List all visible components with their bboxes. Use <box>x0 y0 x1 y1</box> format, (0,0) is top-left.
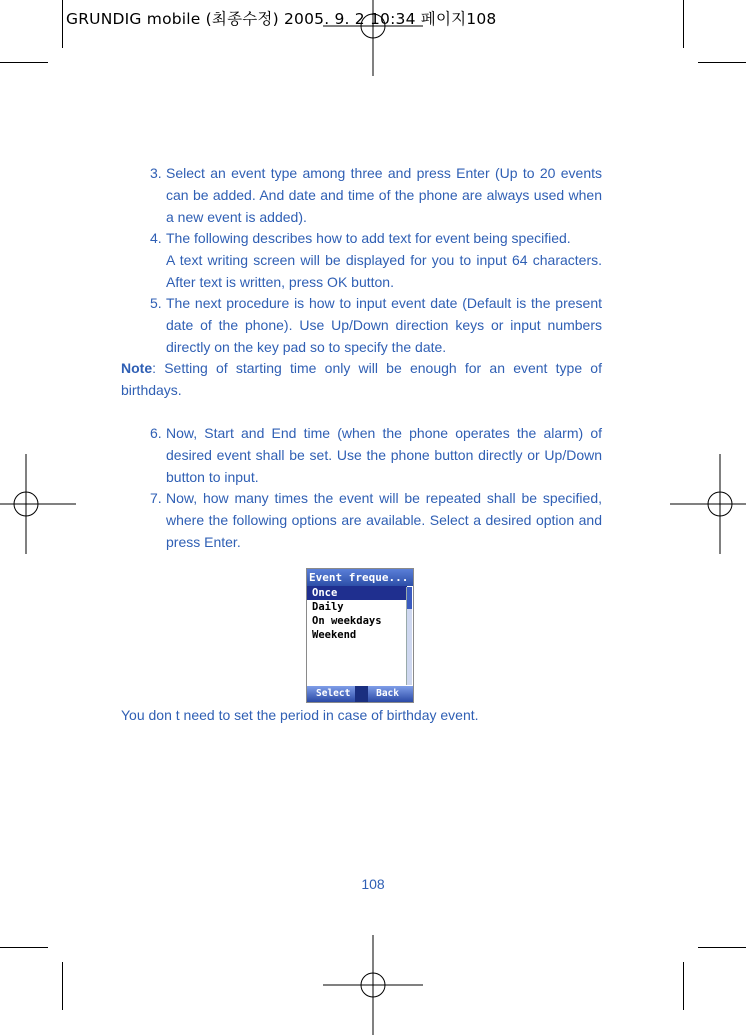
registration-mark-left <box>0 454 76 554</box>
phone-option-list <box>307 586 407 642</box>
step-text: The next procedure is how to input event date (Default is the present date of the phone). Use Up/Down direction keys or input numbers directly on the key pad so to specify the date. <box>166 295 602 355</box>
crop-mark <box>698 62 746 63</box>
phone-option-weekdays: On weekdays <box>312 615 382 627</box>
step-text: Now, how many times the event will be repeated shall be specified, where the following options are available. Select a desired option and press Enter. <box>166 490 602 550</box>
crop-mark <box>0 62 48 63</box>
step-number: 7. <box>150 490 162 506</box>
crop-mark <box>683 962 684 1010</box>
step-number: 5. <box>150 295 162 311</box>
phone-softkey-back: Back <box>376 688 399 699</box>
phone-scrollbar <box>406 587 412 685</box>
note-label: Note <box>121 360 153 376</box>
phone-softkey-bar <box>307 686 413 702</box>
phone-option-weekend: Weekend <box>312 629 357 641</box>
phone-softkey-select: Select <box>316 688 351 699</box>
phone-scrollbar-thumb <box>407 587 412 609</box>
closing-remark: You don t need to set the period in case of birthday event. <box>121 707 479 723</box>
registration-mark-bottom <box>323 935 423 1035</box>
step-text: Select an event type among three and press Enter (Up to 20 events can be added. And date and time of the phone are always used when a new event is added). <box>166 165 602 225</box>
phone-option-once: Once <box>307 586 407 600</box>
step-item <box>150 488 602 553</box>
step-item <box>150 228 602 250</box>
phone-softkey-center <box>355 686 368 702</box>
step-number: 4. <box>150 230 162 246</box>
phone-screen-title: Event freque... <box>307 569 413 586</box>
crop-mark <box>62 962 63 1010</box>
note-paragraph <box>121 358 602 402</box>
registration-mark-right <box>670 454 746 554</box>
step-item <box>150 293 602 358</box>
step-item <box>150 250 602 294</box>
step-text: Now, Start and End time (when the phone operates the alarm) of desired event shall be set. Use the phone button directly or Up/Down button to input. <box>166 425 602 485</box>
crop-mark <box>683 0 684 48</box>
print-slug-header: GRUNDIG mobile (최종수정) 2005. 9. 2 10:34 페이지108 <box>66 10 497 28</box>
crop-mark <box>0 947 48 948</box>
step-number: 3. <box>150 165 162 181</box>
step-number: 6. <box>150 425 162 441</box>
phone-option-daily: Daily <box>312 601 344 613</box>
phone-screen-illustration <box>306 568 414 703</box>
page-number: 108 <box>361 876 385 892</box>
crop-mark <box>698 947 746 948</box>
crop-mark <box>62 0 63 48</box>
step-text: A text writing screen will be displayed for you to input 64 characters. After text is written, press OK button. <box>166 252 602 290</box>
note-text: : Setting of starting time only will be enough for an event type of birthdays. <box>121 360 602 398</box>
step-item <box>150 423 602 488</box>
step-item <box>150 163 602 228</box>
step-text: The following describes how to add text for event being specified. <box>166 230 571 246</box>
